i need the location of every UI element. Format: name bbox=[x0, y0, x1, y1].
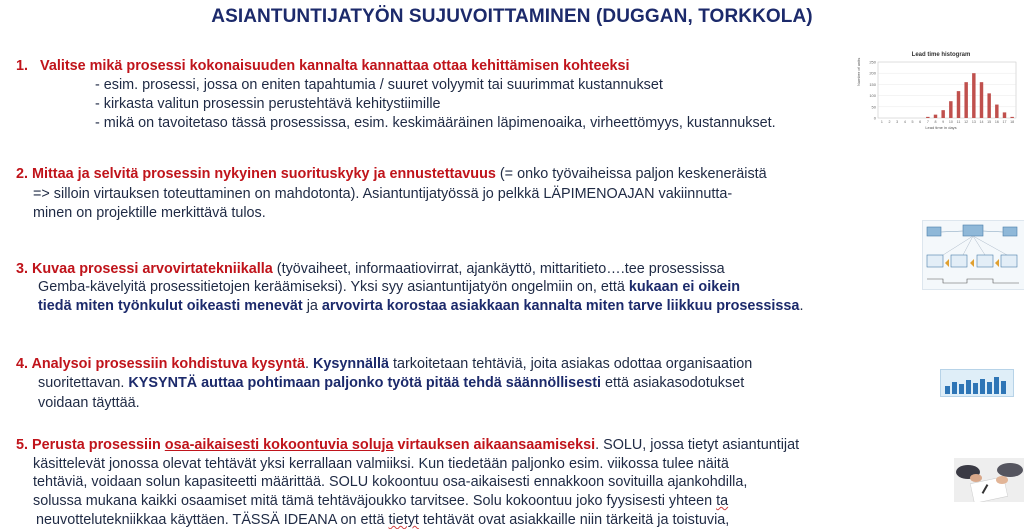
histogram-bar bbox=[934, 115, 937, 118]
histogram-x-tick-label: 18 bbox=[1010, 120, 1015, 124]
histogram-x-tick-label: 6 bbox=[919, 120, 922, 124]
histogram-bar bbox=[995, 105, 998, 118]
demand-bar-chart bbox=[941, 370, 1013, 396]
section-3-line-2: Gemba-kävelyitä prosessitietojen keräämiseksi). Yksi syy asiantuntijatyön ongelmiin on, että kukaan ei oikein bbox=[38, 279, 741, 295]
section-4-line-1: 4. Analysoi prosessiin kohdistuva kysyntä. Kysynnällä tarkoitetaan tehtäviä, joita asiakas odottaa organisaation bbox=[16, 356, 753, 372]
value-stream-map-diagram bbox=[923, 221, 1024, 289]
histogram-x-tick-label: 1 bbox=[880, 120, 883, 124]
section-5-line-1: 5. Perusta prosessiin osa-aikaisesti kokoontuvia soluja virtauksen aikaansaamiseksi. SOLU, jossa tietyt asiantuntijat bbox=[16, 437, 800, 453]
histogram-y-tick-label: 200 bbox=[869, 70, 876, 76]
histogram-bar bbox=[987, 93, 990, 118]
histogram-title: Lead time histogram bbox=[911, 52, 971, 58]
histogram-x-tick-label: 12 bbox=[964, 120, 969, 124]
section-2-line-3: minen on projektille merkittävä tulos. bbox=[33, 205, 266, 221]
histogram-y-tick-label: 100 bbox=[869, 93, 876, 99]
histogram-x-tick-label: 17 bbox=[1002, 120, 1007, 124]
value-stream-map-thumbnail bbox=[922, 220, 1024, 290]
section-4-line-3: voidaan täyttää. bbox=[38, 395, 140, 411]
histogram-bar bbox=[980, 82, 983, 118]
section-1-bullet-3: - mikä on tavoitetaso tässä prosessissa, esim. keskimääräinen läpimenoaika, virheettömyys, kustannukset. bbox=[95, 115, 776, 131]
section-5-line-3: tehtäviä, voidaan solun kapasiteetti määrittää. SOLU kokoontuu osa-aikaisesti ennakkoon sovituilla ajankohdilla, bbox=[33, 474, 748, 490]
section-1-bullet-2: - kirkasta valitun prosessin perustehtävä kehitystiimille bbox=[95, 96, 441, 112]
meeting-photo-thumbnail bbox=[954, 458, 1024, 502]
histogram-bar bbox=[926, 117, 929, 118]
lead-time-histogram-thumbnail bbox=[858, 52, 1024, 130]
histogram-x-tick-label: 9 bbox=[942, 120, 945, 124]
histogram-x-tick-label: 5 bbox=[911, 120, 914, 124]
histogram-x-tick-label: 16 bbox=[994, 120, 999, 124]
demand-bar-chart-thumbnail bbox=[940, 369, 1014, 397]
section-5-line-2: käsittelevät jonossa olevat tehtävät yksi kerrallaan valmiiksi. Kun tiedetään paljonko esim. viikossa tulee näitä bbox=[33, 456, 729, 472]
histogram-bar bbox=[1010, 117, 1013, 118]
histogram-x-tick-label: 11 bbox=[956, 120, 961, 124]
histogram-bar bbox=[941, 110, 944, 118]
histogram-y-tick-label: 250 bbox=[869, 59, 876, 65]
section-3-line-3: tiedä miten työnkulut oikeasti menevät ja arvovirta korostaa asiakkaan kannalta miten tarve liikkuu prosessissa. bbox=[38, 298, 804, 314]
histogram-chart bbox=[858, 52, 1024, 130]
histogram-x-tick-label: 10 bbox=[948, 120, 953, 124]
section-5-line-5: neuvottelutekniikkaa käyttäen. TÄSSÄ IDEANA on että tietyt tehtävät ovat asiakkaille niin tärkeitä ja toistuvia, bbox=[36, 512, 730, 528]
histogram-xlabel: Lead time in days bbox=[925, 125, 957, 130]
histogram-x-tick-label: 2 bbox=[888, 120, 891, 124]
page-title: ASIANTUNTIJATYÖN SUJUVOITTAMINEN (DUGGAN, TORKKOLA) bbox=[211, 6, 813, 27]
section-3-line-1: 3. Kuvaa prosessi arvovirtatekniikalla (työvaiheet, informaatiovirrat, ajankäyttö, mittaritieto….tee prosessissa bbox=[16, 261, 725, 277]
histogram-x-tick-label: 14 bbox=[979, 120, 984, 124]
histogram-x-tick-label: 8 bbox=[934, 120, 937, 124]
histogram-bar bbox=[964, 82, 967, 118]
histogram-x-tick-label: 7 bbox=[926, 120, 929, 124]
meeting-photo-illustration bbox=[954, 458, 1024, 502]
histogram-bar bbox=[949, 101, 952, 118]
section-2-line-1: 2. Mittaa ja selvitä prosessin nykyinen suorituskyky ja ennustettavuus (= onko työvaiheissa paljon keskeneräistä bbox=[16, 166, 767, 182]
histogram-x-tick-label: 15 bbox=[987, 120, 992, 124]
histogram-bar bbox=[972, 73, 975, 118]
histogram-bar bbox=[957, 91, 960, 118]
histogram-y-tick-label: 50 bbox=[871, 104, 876, 110]
histogram-y-tick-label: 150 bbox=[869, 81, 876, 87]
section-1-bullet-1: - esim. prosessi, jossa on eniten tapahtumia / suuret volyymit tai suurimmat kustannukset bbox=[95, 77, 663, 93]
section-1-heading: 1. Valitse mikä prosessi kokonaisuuden kannalta kannattaa ottaa kehittämisen kohteeksi bbox=[16, 58, 630, 74]
section-4-line-2: suoritettavan. KYSYNTÄ auttaa pohtimaan paljonko työtä pitää tehdä säännöllisesti että asiakasodotukset bbox=[38, 375, 745, 391]
histogram-x-tick-label: 4 bbox=[903, 120, 906, 124]
histogram-ylabel: Number of units bbox=[856, 57, 861, 86]
histogram-bar bbox=[1003, 112, 1006, 118]
histogram-x-tick-label: 13 bbox=[971, 120, 976, 124]
section-2-line-2: => silloin virtauksen toteuttaminen on mahdotonta). Asiantuntijatyössä jo pelkkä LÄPIMENOAJAN vakiinnutta- bbox=[33, 186, 733, 202]
section-5-line-4: solussa mukana kaikki osaamiset mitä tämä tehtäväjoukko tarvitsee. Solu kokoontuu joko fyysisesti yhteen ta bbox=[33, 493, 729, 509]
histogram-x-tick-label: 3 bbox=[896, 120, 899, 124]
histogram-y-tick-label: 0 bbox=[873, 115, 876, 121]
